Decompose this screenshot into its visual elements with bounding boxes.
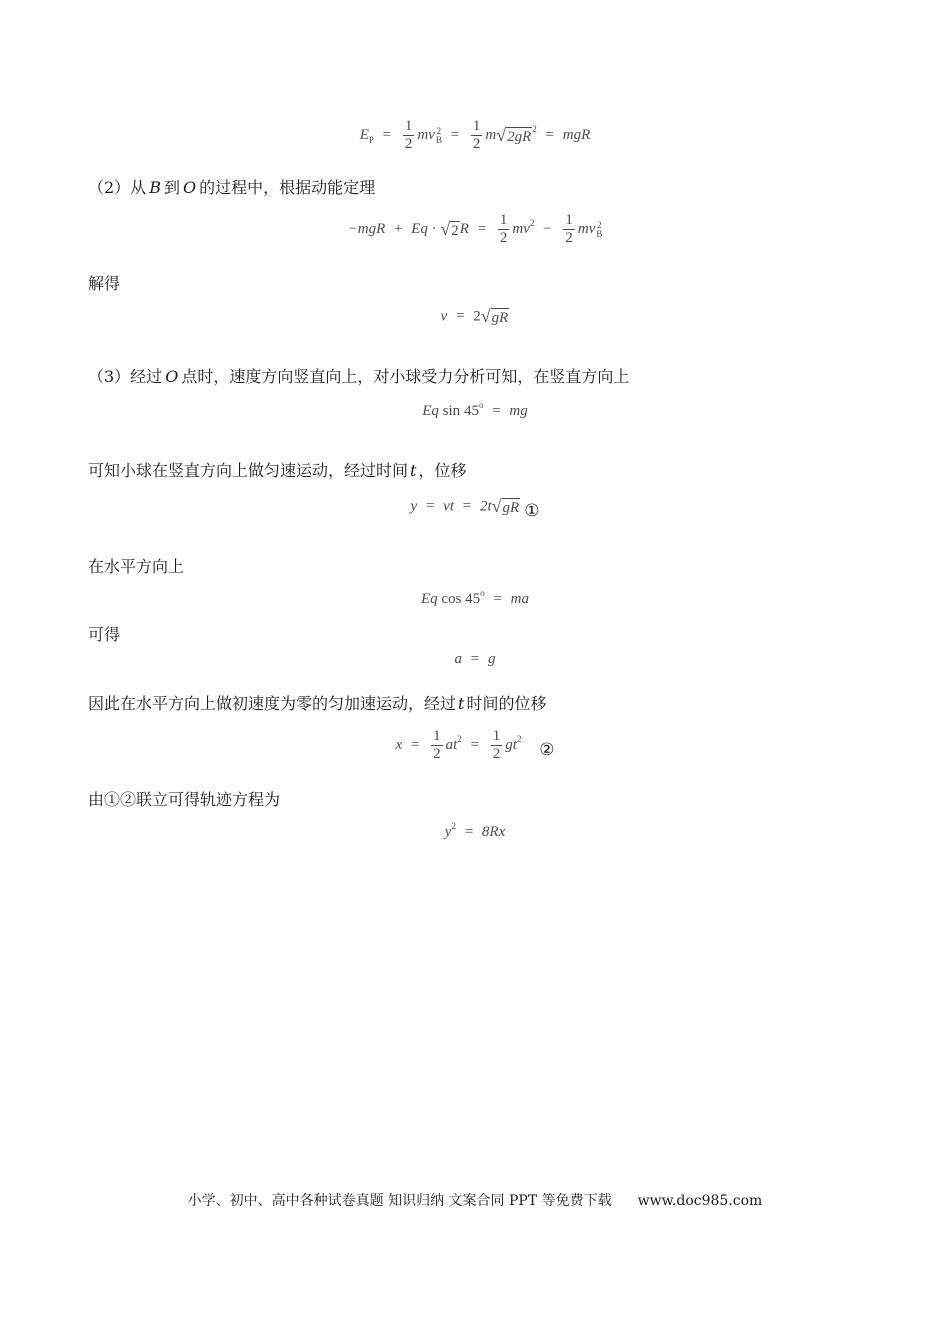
eq1-sqrt: √ 2gR [496, 124, 532, 145]
vertical-motion-text: 可知小球在竖直方向上做匀速运动，经过时间 t ，位移 [88, 461, 467, 480]
eq1-lhs: E [359, 126, 369, 143]
combine-label: 由①②联立可得轨迹方程为 [88, 790, 281, 809]
eq1-fraction: $\frac{1}{2}$ [404, 118, 413, 152]
equation-vertical-balance: Eq sin 45$^o$ = mg [422, 400, 528, 419]
equation-horizontal-force: Eq cos 45$^o$ = ma [421, 588, 529, 607]
equation-velocity: v = 2 √ gR [440, 306, 509, 326]
horizontal-motion-text: 因此在水平方向上做初速度为零的匀加速运动，经过 t 时间的位移 [88, 694, 547, 713]
equation-trajectory: $y^2 = 8Rx$ [444, 821, 506, 840]
eq2-sqrt: √ 2 [440, 218, 459, 239]
equation-vertical-displacement: y = vt = 2t √ gR ① [410, 496, 540, 521]
equation-marker-2: ② [539, 739, 555, 759]
eq1-lhs-sub: P [368, 134, 374, 145]
solve-label: 解得 [88, 274, 121, 293]
result-label: 可得 [88, 625, 121, 644]
footer-website: www.doc985.com [637, 1193, 763, 1209]
footer-text: 小学、初中、高中各种试卷真题 知识归纳 文案合同 PPT 等免费下载 [187, 1193, 612, 1209]
eq5-sqrt: √ gR [491, 496, 520, 516]
eq1-rhs: mgR [562, 126, 591, 143]
horizontal-label: 在水平方向上 [88, 557, 185, 576]
equation-elastic-energy: $E_P$ = $\frac{1}{2}$ mv 2 B = $\frac{1}{2}$ m √ 2gR $^2$ = mgR [359, 118, 591, 152]
eq3-sqrt: √ gR [480, 306, 509, 326]
equation-marker-1: ① [524, 501, 540, 521]
part3-heading: （3）经过 O 点时，速度方向竖直向上，对小球受力分析可知，在竖直方向上 [88, 367, 630, 386]
equation-acceleration: a = g [454, 651, 496, 668]
eq1-mv: mv [417, 126, 435, 143]
equation-kinetic-energy-theorem: −mgR + Eq · √ 2 R = $\frac{1}{2}$ $mv^2$ − $\frac{1}{2}$ mv 2 B [347, 212, 603, 246]
page-footer [0, 1190, 950, 1210]
equation-horizontal-displacement: x = $\frac{1}{2}$ $at^2$ = $\frac{1}{2}$ $gt^2$ ② [395, 728, 555, 762]
part2-heading: （2）从 B 到 O 的过程中，根据动能定理 [88, 178, 376, 197]
